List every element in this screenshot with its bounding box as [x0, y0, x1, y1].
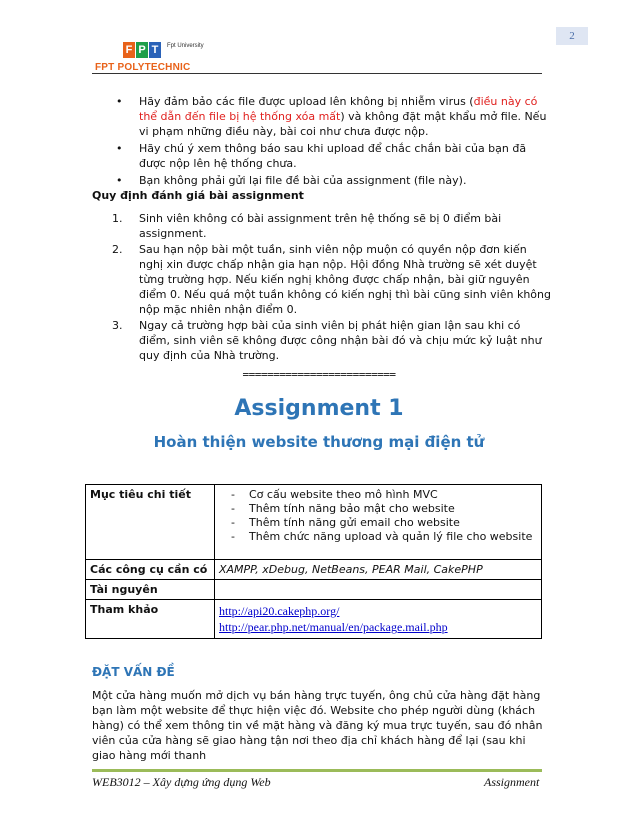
fpt-polytechnic-logo — [95, 40, 215, 74]
reference-link-pear-mail[interactable]: http://pear.php.net/manual/en/package.mail.php — [219, 620, 448, 634]
list-item: 2. Sau hạn nộp bài một tuần, sinh viên nộp muộn có quyền nộp đơn kiến nghị xin được chấp nhận gia hạn nộp. Hội đồng Nhà trường sẽ xét duyệt từng trường hợp. Nếu kiến nghị không được chấp nhận, bài giữ nguyên điểm 0. Nếu quá một tuần không có kiến nghị thì bài cũng sinh viên không nộp mặc nhiên nhận điểm 0. — [112, 243, 551, 316]
assignment-info-table — [85, 484, 542, 639]
list-item: - Thêm tính năng gửi email cho website — [231, 516, 460, 529]
footer-course: WEB3012 – Xây dựng ứng dụng Web — [92, 775, 271, 789]
logo-letter-f: F — [123, 42, 135, 58]
list-item: - Thêm tính năng bảo mật cho website — [231, 502, 455, 515]
references-label: Tham khảo — [86, 600, 215, 639]
rules-list — [92, 211, 552, 364]
resources-value — [215, 580, 542, 600]
list-item: • Bạn không phải gửi lại file đề bài của assignment (file này). — [116, 174, 467, 187]
page-number: 2 — [556, 27, 588, 45]
tools-label: Các công cụ cần có — [86, 560, 215, 580]
rules-heading: Quy định đánh giá bài assignment — [92, 189, 304, 202]
logo-text: FPT POLYTECHNIC — [95, 62, 191, 73]
section-divider: ========================= — [242, 368, 396, 381]
resources-label: Tài nguyên — [86, 580, 215, 600]
objectives-cell — [215, 485, 542, 560]
table-row — [86, 600, 542, 639]
list-item: - Cơ cấu website theo mô hình MVC — [231, 488, 438, 501]
tools-value: XAMPP, xDebug, NetBeans, PEAR Mail, CakePHP — [215, 560, 542, 580]
objectives-list — [219, 488, 537, 544]
list-item: - Thêm chức năng upload và quản lý file cho website — [231, 530, 533, 543]
submission-notes-list — [92, 94, 552, 190]
fpt-logo-mark — [123, 42, 169, 58]
problem-paragraph: Một cửa hàng muốn mở dịch vụ bán hàng trực tuyến, ông chủ cửa hàng đặt hàng bạn làm một website để thực hiện việc đó. Website cho phép người dùng (khách hàng) có thể xem thông tin về mặt hàng và đăng ký mua trực tuyến, sau đó nhân viên của cửa hàng sẽ giao hàng tận nơi theo địa chỉ khách hàng để lại (sau khi giao hàng mới thanh — [92, 689, 543, 762]
problem-heading: ĐẶT VẤN ĐỀ — [92, 665, 175, 679]
header-divider — [92, 73, 542, 74]
table-row — [86, 485, 542, 560]
logo-letter-t: T — [149, 42, 161, 58]
list-item: 1. Sinh viên không có bài assignment trên hệ thống sẽ bị 0 điểm bài assignment. — [112, 212, 502, 240]
footer-divider — [92, 769, 542, 772]
bullet-icon: • — [116, 174, 123, 187]
list-item: • Hãy chú ý xem thông báo sau khi upload để chắc chắn bài của bạn đã được nộp lên hệ thống chưa. — [116, 142, 527, 170]
warning-text: điều này có thể dẫn đến file bị hệ thống xóa mất — [139, 95, 538, 123]
objectives-label: Mục tiêu chi tiết — [86, 485, 215, 560]
logo-letter-p: P — [136, 42, 148, 58]
bullet-icon: • — [116, 95, 123, 108]
logo-university-text: Fpt University — [167, 43, 204, 49]
references-cell — [215, 600, 542, 639]
table-row — [86, 580, 542, 600]
footer-doc-type: Assignment — [484, 775, 540, 789]
assignment-title: Assignment 1 — [234, 396, 404, 421]
list-item: 3. Ngay cả trường hợp bài của sinh viên bị phát hiện gian lận sau khi có điểm, sinh viên sẽ không được công nhận bài đó và chịu mức kỷ luật như quy định của Nhà trường. — [112, 319, 542, 362]
list-item: • Hãy đảm bảo các file được upload lên không bị nhiễm virus (điều này có thể dẫn đến file bị hệ thống xóa mất) và không đặt mật khẩu mở file. Nếu vi phạm những điều này, bài coi như chưa được nộp. — [116, 95, 547, 138]
assignment-subtitle: Hoàn thiện website thương mại điện tử — [153, 433, 485, 451]
bullet-icon: • — [116, 142, 123, 155]
table-row — [86, 560, 542, 580]
reference-link-cakephp[interactable]: http://api20.cakephp.org/ — [219, 604, 340, 618]
